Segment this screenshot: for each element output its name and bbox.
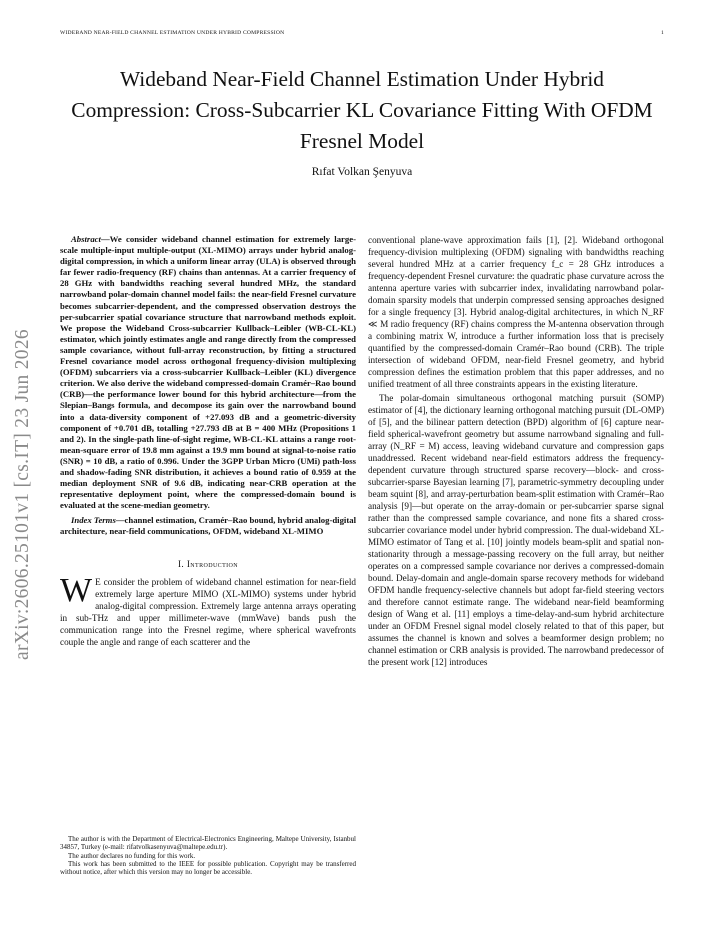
footnote-funding: The author declares no funding for this work.	[68, 851, 196, 860]
intro-text: E consider the problem of wideband channel estimation for near-field extremely large aperture MIMO (XL-MIMO) systems under hybrid analog-digital compression. Extremely large antenna arrays operating in sub-THz and upper millimeter-wave (mmWave) bands push the communication range into the Fresnel regime, where spherical wavefronts couple the angle and range of each scatterer and the	[60, 576, 356, 647]
running-title: WIDEBAND NEAR-FIELD CHANNEL ESTIMATION UNDER HYBRID COMPRESSION	[60, 30, 285, 36]
running-header	[60, 30, 664, 36]
index-terms-label: Index Terms	[71, 515, 116, 526]
body-paragraph-1: conventional plane-wave approximation fails [1], [2]. Wideband orthogonal frequency-division multiplexing (OFDM) signaling with bandwidths reaching several hundred MHz at a carrier frequency f_c = 28 GHz introduces a frequency-dependent Fresnel curvature: the quadratic phase curvature across the antenna aperture varies with subcarrier index, invalidating narrowband polar-domain sparsity models that underpin compressed sensing approaches designed for a single frequency [3]. Hybrid analog-digital architectures, in which N_RF ≪ M radio frequency (RF) chains compress the M-antenna observation through a combining matrix W, introduce a further information loss that is precisely quantified by the compressed-domain Cramér–Rao bound (CRB). The triple intersection of wideband OFDM, near-field Fresnel geometry, and hybrid compression defines the estimation problem that this paper addresses, and no unified treatment of all three constraints appears in the existing literature.	[368, 235, 664, 389]
section-heading-introduction: I. Introduction	[177, 558, 239, 569]
intro-paragraph	[60, 571, 356, 648]
paper-title: Wideband Near-Field Channel Estimation Under Hybrid Compression: Cross-Subcarrier KL Covariance Fitting With OFDM Fresnel Model	[71, 67, 653, 153]
footnotes	[60, 835, 356, 876]
abstract-label: Abstract	[71, 234, 101, 244]
left-column	[60, 234, 356, 650]
footnote-copyright: This work has been submitted to the IEEE for possible publication. Copyright may be transferred without notice, after which this version may no longer be accessible.	[60, 859, 356, 877]
page-number: 1	[661, 30, 664, 36]
abstract	[60, 234, 356, 538]
abstract-text: —We consider wideband channel estimation for extremely large-scale multiple-input multiple-output (XL-MIMO) arrays under hybrid analog-digital compression, in which a uniform linear array (ULA) is observed through far fewer radio-frequency (RF) chains than antennas. At a carrier frequency of 28 GHz with bandwidths reaching several hundred MHz, the standard narrowband polar-domain channel model fails: the near-field Fresnel curvature becomes subcarrier-dependent, and the compressed observation destroys the per-subcarrier spatial covariance structure that narrowband methods exploit. We propose the Wideband Cross-subcarrier Kullback–Leibler (WB-CL-KL) estimator, which jointly estimates angle and range directly from the compressed sample covariance, without full-array reconstruction, by fitting a structured Fresnel covariance model across orthogonal frequency-division multiplexing (OFDM) subcarriers via a cross-subcarrier Kullback–Leibler (KL) divergence criterion. We also derive the wideband compressed-domain Cramér–Rao bound (CRB)—the performance lower bound for this hybrid architecture—from the Slepian–Bangs formula, and decompose its gain over the narrowband bound into a data-diversity component of +27.093 dB and a geometric-diversity component of +0.701 dB, totalling +27.793 dB at B = 400 MHz (Propositions 1 and 2). In the single-path line-of-sight regime, WB-CL-KL attains a range root-mean-square error of 19.8 mm against a 19.9 mm bound at signal-to-noise ratio (SNR) = 10 dB, a ratio of 0.996. Under the 3GPP Urban Micro (UMi) path-loss and shadow-fading SNR distribution, it achieves a bound ratio of 0.959 at the median deployment SNR of 9.6 dB, indicating near-CRB operation at the representative deployment point, where the compressed-domain bound is evaluated at the scene-median geometry.	[60, 234, 356, 511]
index-terms-text: —channel estimation, Cramér–Rao bound, hybrid analog-digital architecture, near-field communications, OFDM, wideband XL-MIMO	[60, 515, 356, 537]
drop-cap: W	[60, 571, 93, 609]
author-name: Rıfat Volkan Şenyuva	[311, 166, 413, 178]
arxiv-stamp: arXiv:2606.25101v1 [cs.IT] 23 Jun 2026	[12, 329, 33, 660]
body-paragraph-2: The polar-domain simultaneous orthogonal matching pursuit (SOMP) estimator of [4], the dictionary learning orthogonal matching pursuit (DL-OMP) of [5], and the bilinear pattern detection (BPD) algorithm of [6] capture near-field spherical-wavefront geometry but assume narrowband signaling and full-array (N_RF = M) access, leaving wideband curvature and compression gaps unaddressed. Recent wideband near-field estimators address the frequency-dependent curvature through structured sparse recovery—block- and cross-subcarrier-sparse Bayesian learning [7], parametric-symmetry decoupling under beam squint [8], and array-perturbation beam-split estimation with Cramér–Rao analysis [9]—but operate on the array-domain or per-subcarrier sparse signal rather than the compressed sample covariance, and none fits a shared cross-subcarrier covariance model under hybrid compression. The dual-wideband XL-MIMO estimator of Tang et al. [10] jointly models beam-split and spatial non-stationarity through a message-passing recovery on the full array, but neither operates on a compressed sample covariance nor derives a compressed-domain bound. Delay-domain and angle-domain sparse recovery methods for wideband OFDM handle frequency-selective channels but adopt far-field steering vectors and therefore cannot estimate range. The wideband near-field beamforming design of Wang et al. [11] employs a time-delay-and-sum hybrid architecture under an OFDM Fresnel signal model closely related to that of this paper, but assumes the channel is known and solves a beamformer design problem; no channel estimation or CRB analysis is provided. The narrowband predecessor of the present work [12] introduces	[368, 393, 664, 667]
right-column	[368, 234, 664, 670]
footnote-affiliation: The author is with the Department of Electrical-Electronics Engineering, Maltepe University, Istanbul 34857, Turkey (e-mail: rifatvolkasenyuva@maltepe.edu.tr).	[60, 835, 356, 852]
